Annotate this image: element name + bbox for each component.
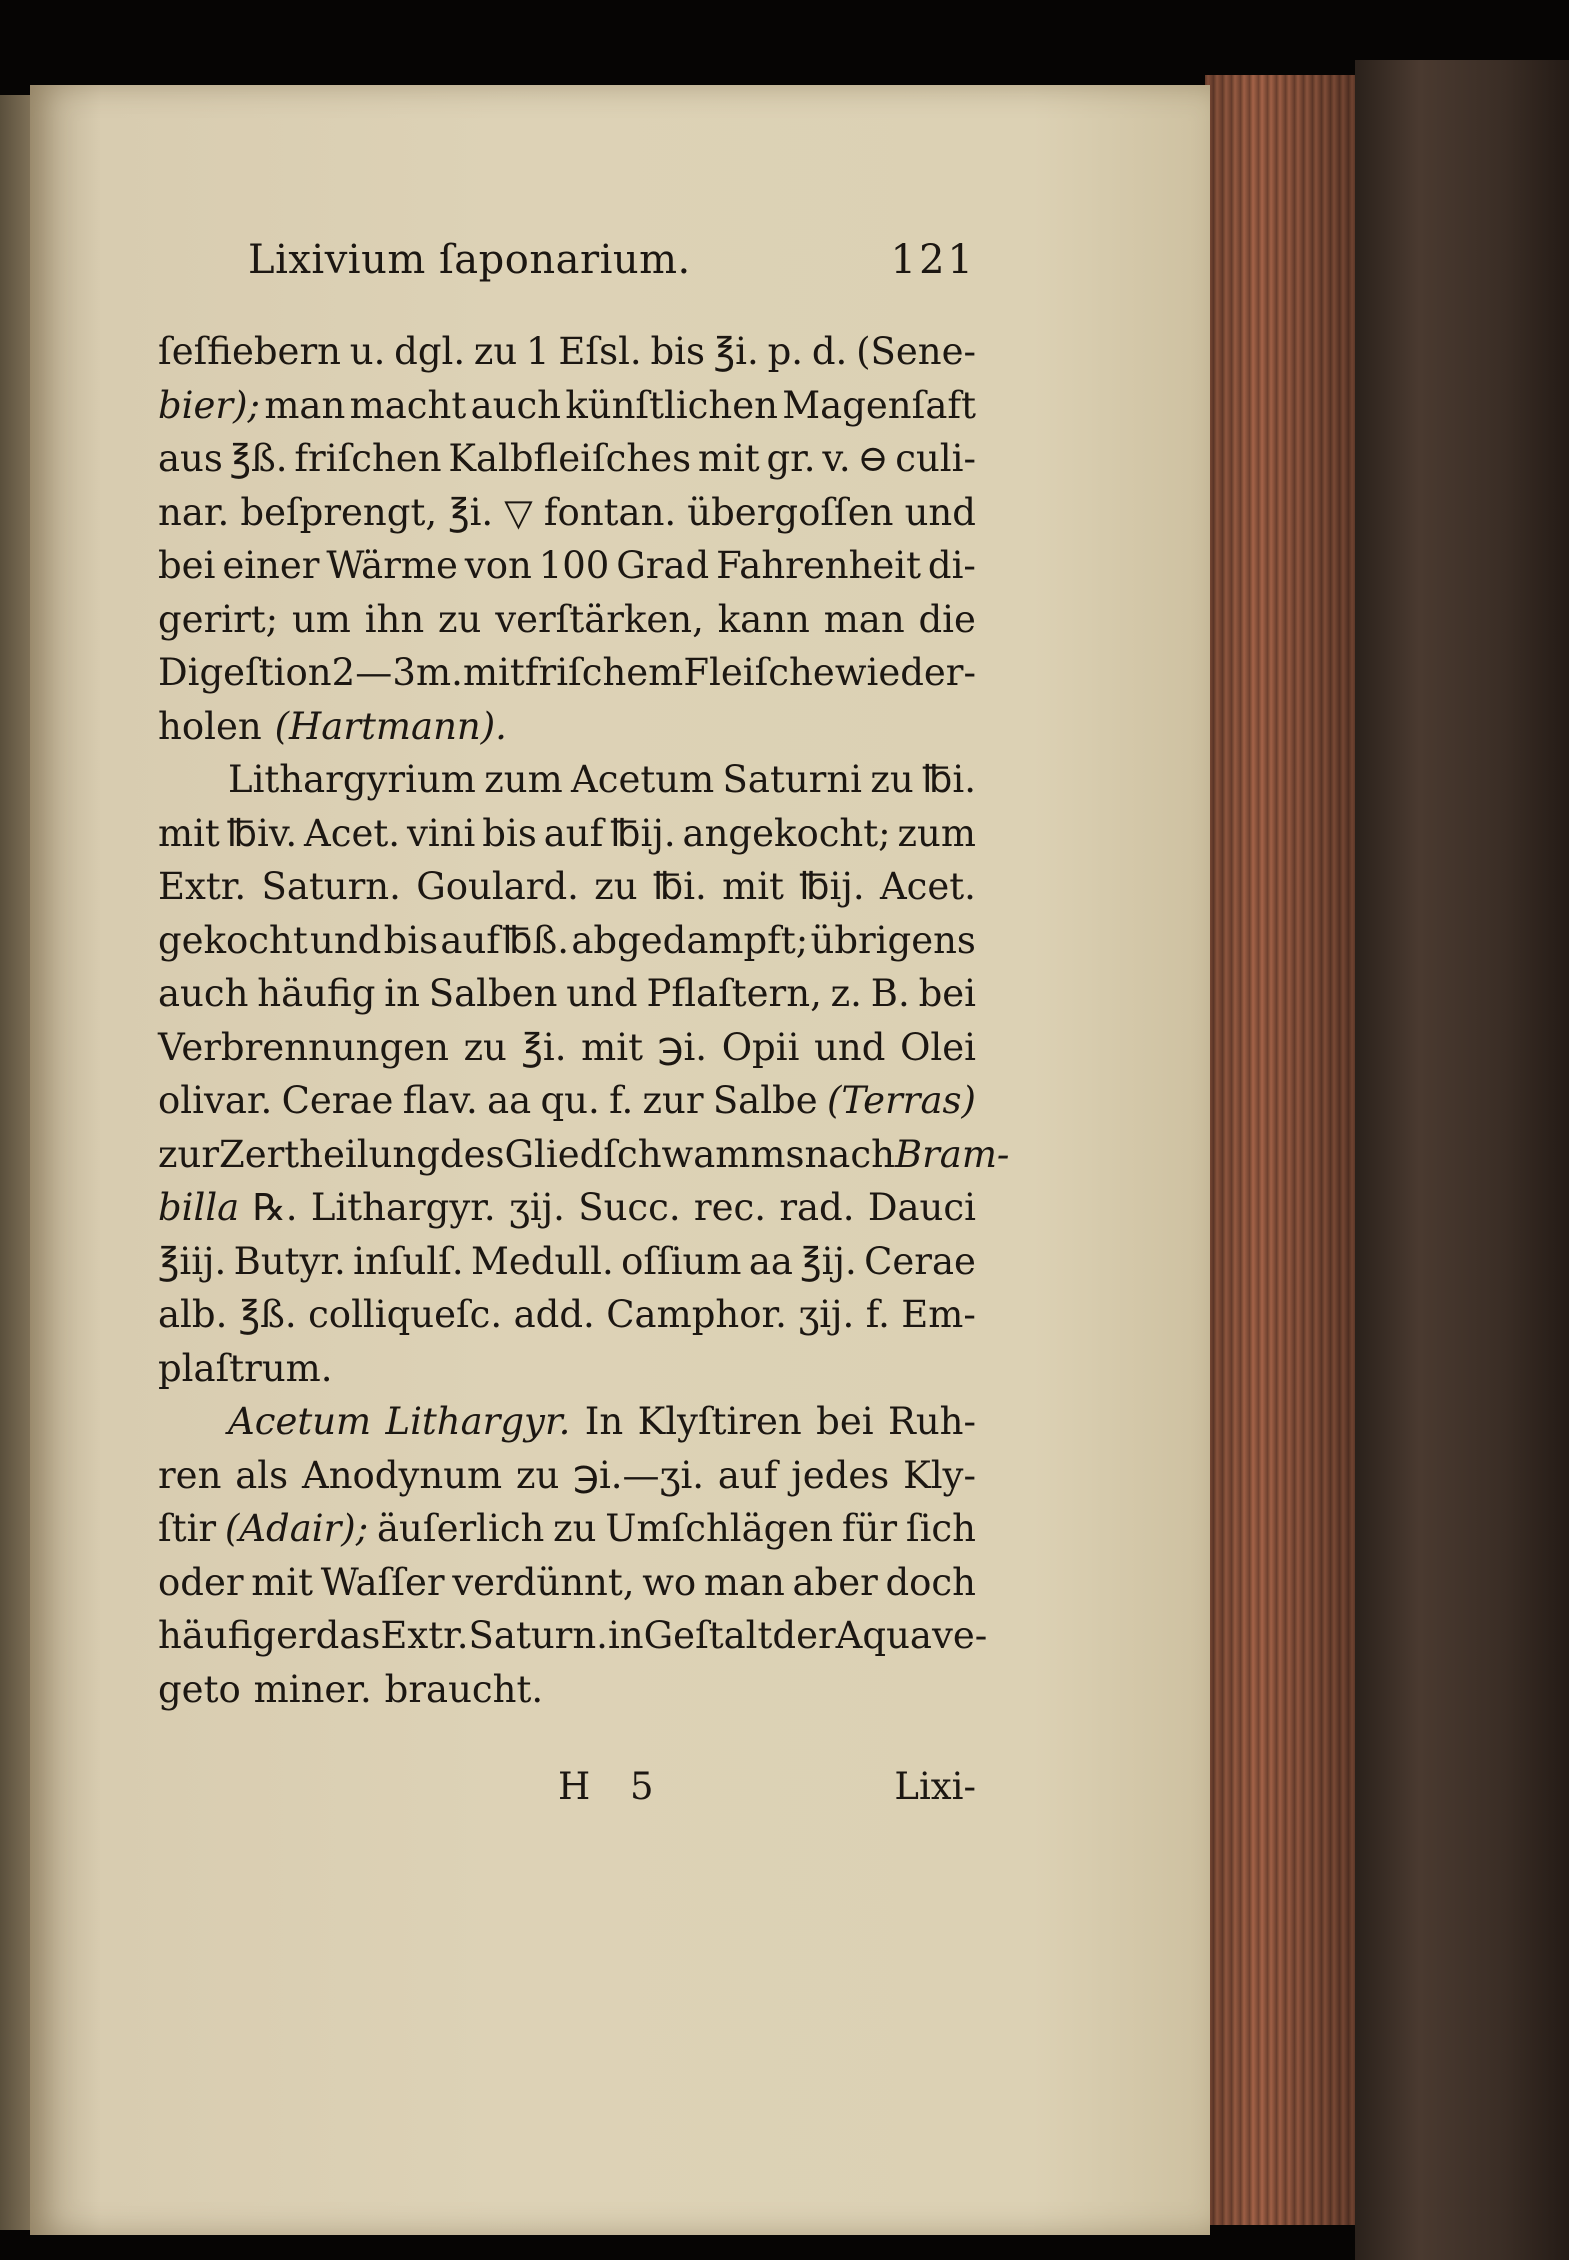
text-line: billa ℞. Lithargyr. ʒij. Succ. rec. rad. Dauci xyxy=(158,1186,976,1229)
paragraph xyxy=(158,325,976,753)
text-line: Extr. Saturn. Goulard. zu ℔i. mit ℔ij. Acet. xyxy=(158,865,976,908)
catchword: Lixi- xyxy=(894,1765,976,1808)
text-line: ſtir (Adair); äuſerlich zu Umſchlägen für ſich xyxy=(158,1507,976,1550)
page-header xyxy=(248,237,976,287)
text-line: gerirt; um ihn zu verſtärken, kann man die xyxy=(158,597,976,641)
page-edges-shade xyxy=(1205,75,1355,2225)
text-line: Acetum Lithargyr. In Klyſtiren bei Ruh- xyxy=(228,1400,976,1443)
text-line: ſeſfiebern u. dgl. zu 1 Eſsl. bis ℥i. p. d. (Sene- xyxy=(158,330,976,373)
paragraph xyxy=(158,753,1010,1395)
text-line: auch häufig in Salben und Pflaſtern, z. B. bei xyxy=(158,972,976,1015)
text-line: häufiger das Extr. Saturn. in Geſtalt der Aqua ve- xyxy=(158,1614,988,1657)
text-line: alb. ℥ß. colliqueſc. add. Camphor. ʒij. f. Em- xyxy=(158,1293,976,1336)
text-line: Verbrennungen zu ℥i. mit ℈i. Opii und Olei xyxy=(158,1025,976,1069)
body-lines xyxy=(158,325,1010,1716)
text-line: gekocht und bis auf ℔ß. abgedampft; übrigens xyxy=(158,918,976,962)
paragraph xyxy=(158,1395,988,1716)
text-line: ℥iij. Butyr. inſulſ. Medull. oſſium aa ℥ij. Cerae xyxy=(158,1239,976,1283)
text-line: bier); man macht auch künſtlichen Magenſaft xyxy=(158,383,976,427)
text-line: bei einer Wärme von 100 Grad Fahrenheit di- xyxy=(158,544,976,587)
book-cover xyxy=(1355,60,1569,2260)
text-line: Lithargyrium zum Acetum Saturni zu ℔i. xyxy=(228,758,976,801)
text-line: oder mit Waſſer verdünnt, wo man aber doch xyxy=(158,1560,976,1604)
running-title: Lixivium ſaponarium. xyxy=(248,237,691,283)
page-footer xyxy=(558,1765,976,1815)
text-line: mit ℔iv. Acet. vini bis auf ℔ij. angekocht; zum xyxy=(158,811,976,855)
text-line: plaſtrum. xyxy=(158,1346,333,1390)
text-line: olivar. Cerae flav. aa qu. f. zur Salbe (Terras) xyxy=(158,1079,976,1122)
page-number: 121 xyxy=(890,237,976,283)
text-line: zur Zertheilung des Gliedſchwamms nach Bram- xyxy=(158,1132,1010,1176)
text-line: aus ℥ß. friſchen Kalbfleiſches mit gr. v. ⊖ culi- xyxy=(158,437,976,480)
text-line: ren als Anodynum zu ℈i.—ʒi. auf jedes Kly- xyxy=(158,1453,976,1497)
text-line: geto miner. braucht. xyxy=(158,1667,544,1711)
signature-mark: H 5 xyxy=(558,1765,668,1808)
text-line: holen (Hartmann). xyxy=(158,704,507,748)
text-line: nar. beſprengt, ℥i. ▽ fontan. übergoſſen und xyxy=(158,490,976,534)
text-line: Digeſtion 2 — 3 m. mit friſchem Fleiſche wieder- xyxy=(158,651,976,694)
